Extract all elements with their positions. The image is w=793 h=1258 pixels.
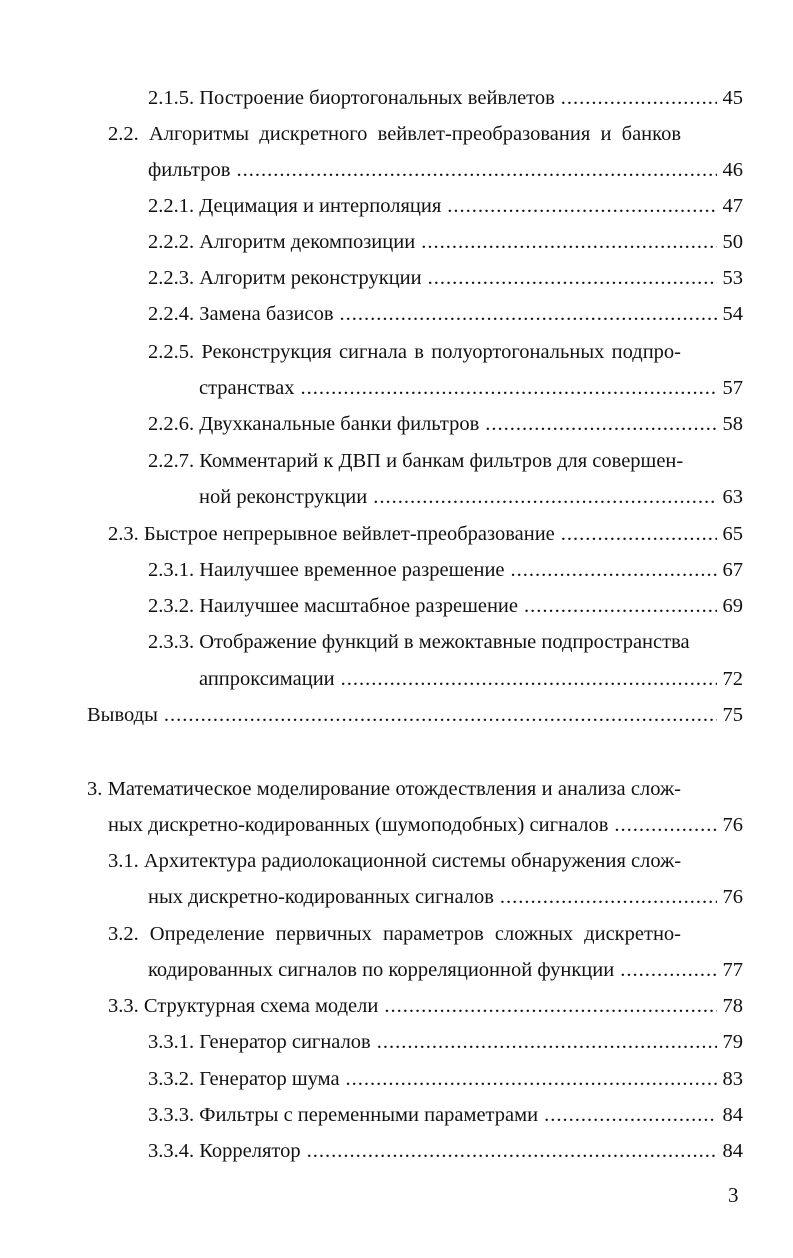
toc-entry-title: 2.3.1. Наилучшее временное разрешение [148, 559, 505, 581]
toc-entry-title: 3.3.2. Генератор шума [148, 1068, 340, 1090]
toc-entry [148, 884, 743, 910]
toc-entry [108, 993, 743, 1019]
toc-entry-title: фильтров [148, 159, 231, 181]
toc-entry-title: 2.1.5. Построение биортогональных вейвлетов [148, 87, 555, 109]
toc-entry [108, 812, 743, 838]
toc-entry-line1: 2.2.7. Комментарий к ДВП и банкам фильтров для совершен- [148, 450, 684, 472]
toc-entry-title: 2.3.2. Наилучшее масштабное разрешение [148, 595, 518, 617]
toc-entry-title: аппроксимации [199, 668, 335, 690]
toc-entry-page: 50 [722, 231, 743, 253]
toc-entry-title: 2.2.4. Замена базисов [148, 303, 334, 325]
toc-entry-title: странствах [199, 377, 295, 399]
toc-entry-title: 2.2.1. Децимация и интерполяция [148, 195, 442, 217]
toc-entry [199, 666, 743, 692]
toc-leader-dots [614, 812, 716, 838]
toc-entry-page: 58 [722, 413, 743, 435]
toc-entry-line1: 3.1. Архитектура радиолокационной системы обнаружения слож- [108, 850, 682, 872]
toc-entry [199, 375, 743, 401]
toc-entry-page: 76 [722, 814, 743, 836]
toc-leader-dots [544, 1102, 716, 1128]
toc-entry [148, 1066, 743, 1092]
toc-leader-dots [346, 1066, 717, 1092]
toc-entry-title: 3.3.3. Фильтры с переменными параметрами [148, 1104, 539, 1126]
toc-entry [148, 157, 743, 183]
toc-entry [148, 557, 743, 583]
toc-leader-dots [428, 265, 717, 291]
toc-entry-title: ных дискретно-кодированных сигналов [148, 886, 494, 908]
toc-entry-page: 78 [722, 995, 743, 1017]
toc-entry-title: ной реконструкции [199, 486, 368, 508]
toc-entry-title: ных дискретно-кодированных (шумоподобных) сигналов [108, 814, 609, 836]
toc-entry-page: 75 [722, 704, 743, 726]
toc-leader-dots [447, 193, 716, 219]
toc-entry-page: 69 [722, 595, 743, 617]
toc-entry [199, 484, 743, 510]
toc-entry-page: 63 [722, 486, 743, 508]
toc-leader-dots [377, 1029, 717, 1055]
toc-entry-page: 46 [722, 159, 743, 181]
toc-entry [148, 193, 743, 219]
toc-entry-page: 84 [722, 1104, 743, 1126]
toc-entry-page: 79 [722, 1031, 743, 1053]
toc-leader-dots [164, 702, 717, 728]
toc-entry [148, 1138, 743, 1164]
toc-leader-dots [373, 484, 716, 510]
toc-entry-title: 3.3. Структурная схема модели [108, 995, 379, 1017]
toc-entry-line1: 2.2.5. Реконструкция сигнала в полуортогональных подпро- [148, 341, 681, 363]
toc-entry-title: 2.2.2. Алгоритм декомпозиции [148, 231, 416, 253]
toc-entry-page: 72 [722, 668, 743, 690]
toc-entry-page: 77 [722, 959, 743, 981]
toc-entry-line1: 2.3.3. Отображение функций в межоктавные подпространства [148, 631, 690, 653]
toc-entry [148, 593, 743, 619]
toc-leader-dots [341, 666, 717, 692]
toc-entry [148, 265, 743, 291]
toc-entry-page: 67 [722, 559, 743, 581]
toc-leader-dots [561, 521, 717, 547]
toc-leader-dots [236, 157, 716, 183]
toc-entry-title: Выводы [87, 704, 158, 726]
toc-entry-title: 2.2.6. Двухканальные банки фильтров [148, 413, 480, 435]
toc-leader-dots [421, 229, 716, 255]
toc-entry-page: 76 [722, 886, 743, 908]
toc-entry-line1: 2.2. Алгоритмы дискретного вейвлет-преобразования и банков [108, 123, 681, 145]
toc-entry-page: 45 [722, 87, 743, 109]
toc-entry-line1: 3. Математическое моделирование отождествления и анализа слож- [87, 778, 681, 800]
toc-entry-line1: 3.2. Определение первичных параметров сложных дискретно- [108, 923, 681, 945]
toc-entry [148, 411, 743, 437]
toc-entry [148, 301, 743, 327]
page-number: 3 [728, 1183, 739, 1207]
toc-entry-page: 84 [722, 1140, 743, 1162]
toc-leader-dots [300, 375, 716, 401]
toc-entry [148, 1102, 743, 1128]
toc-entry [148, 229, 743, 255]
toc-leader-dots [511, 557, 717, 583]
toc-leader-dots [524, 593, 717, 619]
toc-entry-page: 47 [722, 195, 743, 217]
toc-entry-title: 2.2.3. Алгоритм реконструкции [148, 267, 422, 289]
toc-entry [148, 85, 743, 111]
toc-leader-dots [561, 85, 717, 111]
toc-entry [148, 957, 743, 983]
toc-entry-page: 57 [722, 377, 743, 399]
toc-entry-page: 54 [722, 303, 743, 325]
toc-entry [108, 521, 743, 547]
toc-leader-dots [500, 884, 717, 910]
toc-entry-page: 83 [722, 1068, 743, 1090]
toc-leader-dots [384, 993, 716, 1019]
toc-entry [87, 702, 743, 728]
toc-entry-page: 53 [722, 267, 743, 289]
toc-entry-page: 65 [722, 523, 743, 545]
toc-entry-title: кодированных сигналов по корреляционной функции [148, 959, 615, 981]
toc-leader-dots [340, 301, 717, 327]
toc-leader-dots [485, 411, 716, 437]
toc-entry [148, 1029, 743, 1055]
toc-entry-title: 2.3. Быстрое непрерывное вейвлет-преобразование [108, 523, 555, 545]
toc-leader-dots [307, 1138, 717, 1164]
toc-entry-title: 3.3.4. Коррелятор [148, 1140, 301, 1162]
toc-entry-title: 3.3.1. Генератор сигналов [148, 1031, 371, 1053]
toc-leader-dots [620, 957, 716, 983]
